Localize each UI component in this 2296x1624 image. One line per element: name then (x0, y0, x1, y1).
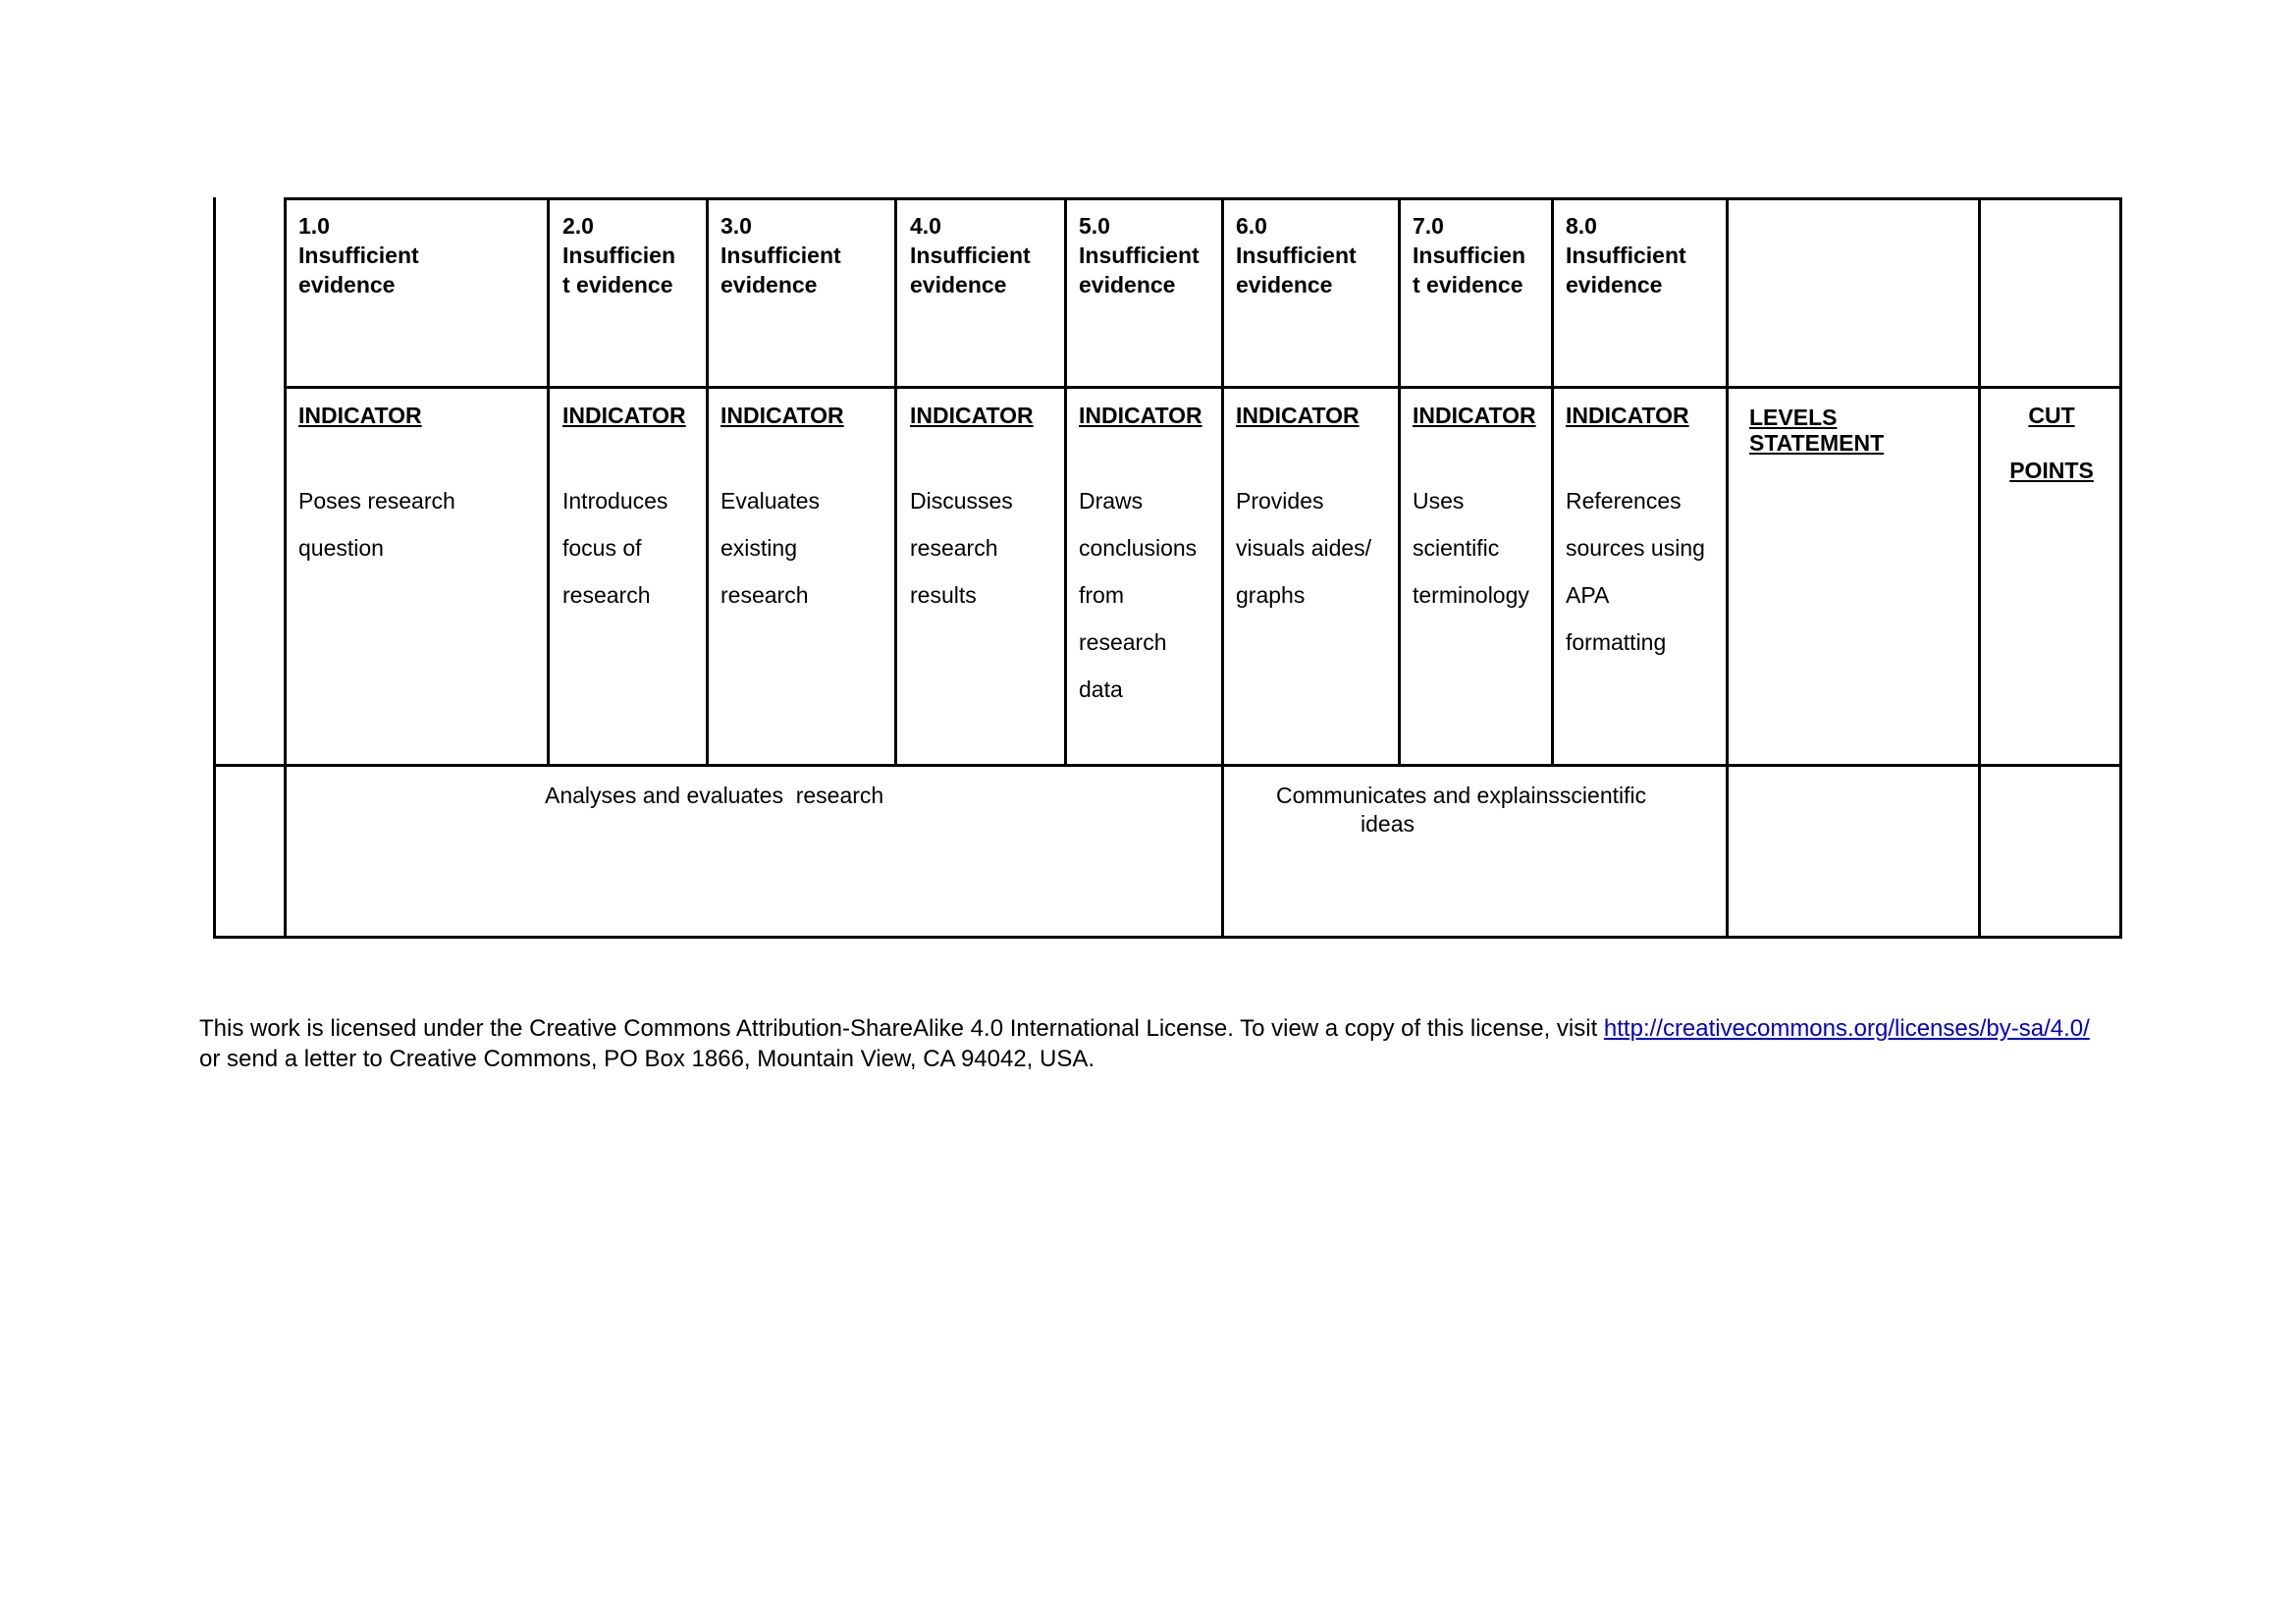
table-rule (706, 197, 709, 766)
level-text: Insufficient evidence (1079, 243, 1200, 298)
indicator-label: INDICATOR (562, 403, 686, 428)
group-analyses-evaluates: Analyses and evaluates research (545, 783, 884, 808)
level-text: Insufficient evidence (910, 243, 1031, 298)
group-line: Communicates and explainsscientific (1276, 783, 1647, 808)
indicator-label: INDICATOR (1566, 403, 1689, 428)
table-rule (1398, 197, 1401, 766)
level-number: 4.0 (910, 213, 941, 239)
table-rule (213, 197, 216, 939)
level-number: 3.0 (721, 213, 752, 239)
points-label: POINTS (2009, 458, 2094, 483)
table-rule (894, 197, 897, 766)
indicator-cell-7 (1413, 403, 1555, 619)
license-notice (199, 1013, 2123, 1074)
level-5-header (1079, 211, 1216, 299)
indicator-cell-2 (562, 403, 705, 619)
indicator-cell-4 (910, 403, 1062, 619)
indicator-label: INDICATOR (298, 403, 422, 428)
level-text: Insufficient evidence (721, 243, 841, 298)
level-text: Insufficien t evidence (1413, 243, 1526, 298)
indicator-cell-1 (298, 403, 539, 571)
table-rule (284, 197, 2122, 200)
table-rule (1064, 197, 1067, 766)
license-text: This work is licensed under the Creative Commons Attribution-ShareAlike 4.0 International License. To view a copy of this license, visit (199, 1015, 1604, 1042)
table-rule (284, 197, 287, 939)
table-rule (284, 386, 2122, 389)
level-2-header (562, 211, 700, 299)
indicator-label: INDICATOR (1236, 403, 1360, 428)
indicator-label: INDICATOR (1079, 403, 1202, 428)
table-rule (213, 936, 2122, 939)
indicator-text: Poses research question (298, 488, 455, 561)
table-rule (547, 197, 550, 766)
level-text: Insufficient evidence (298, 243, 419, 298)
level-7-header (1413, 211, 1550, 299)
level-text: Insufficient evidence (1236, 243, 1357, 298)
indicator-text: Draws conclusions from research data (1079, 488, 1198, 702)
indicator-cell-5 (1079, 403, 1221, 713)
indicator-cell-3 (721, 403, 892, 619)
cut-points-heading (1983, 403, 2120, 483)
indicator-cell-6 (1236, 403, 1398, 619)
level-text: Insufficien t evidence (562, 243, 676, 298)
table-rule (1221, 197, 1224, 939)
cut-label: CUT (2028, 403, 2075, 428)
indicator-cell-8 (1566, 403, 1723, 666)
level-number: 2.0 (562, 213, 594, 239)
table-rule (1978, 197, 1981, 939)
level-8-header (1566, 211, 1723, 299)
table-rule (213, 764, 2122, 767)
indicator-label: INDICATOR (721, 403, 844, 428)
level-3-header (721, 211, 887, 299)
level-number: 7.0 (1413, 213, 1444, 239)
table-rule (2119, 197, 2122, 939)
level-number: 1.0 (298, 213, 330, 239)
level-1-header (298, 211, 534, 299)
level-number: 5.0 (1079, 213, 1110, 239)
level-6-header (1236, 211, 1393, 299)
indicator-text: Evaluates existing research (721, 488, 821, 608)
level-text: Insufficient evidence (1566, 243, 1686, 298)
indicator-text: Provides visuals aides/ graphs (1236, 488, 1372, 608)
level-number: 6.0 (1236, 213, 1267, 239)
indicator-text: Introduces focus of research (562, 488, 668, 608)
indicator-label: INDICATOR (910, 403, 1034, 428)
level-number: 8.0 (1566, 213, 1597, 239)
license-link[interactable]: http://creativecommons.org/licenses/by-sa/4.0/ (1603, 1015, 2090, 1042)
table-rule (1726, 197, 1729, 939)
indicator-label: INDICATOR (1413, 403, 1536, 428)
indicator-text: Discusses research results (910, 488, 1013, 608)
group-communicates-explains (1276, 781, 1708, 838)
license-address: or send a letter to Creative Commons, PO Box 1866, Mountain View, CA 94042, USA. (199, 1015, 2104, 1072)
levels-statement-heading: LEVELS STATEMENT (1749, 405, 1885, 456)
indicator-text: References sources using APA formatting (1566, 488, 1705, 655)
level-4-header (910, 211, 1057, 299)
group-line: ideas (1361, 811, 1415, 837)
indicator-text: Uses scientific terminology (1413, 488, 1529, 608)
